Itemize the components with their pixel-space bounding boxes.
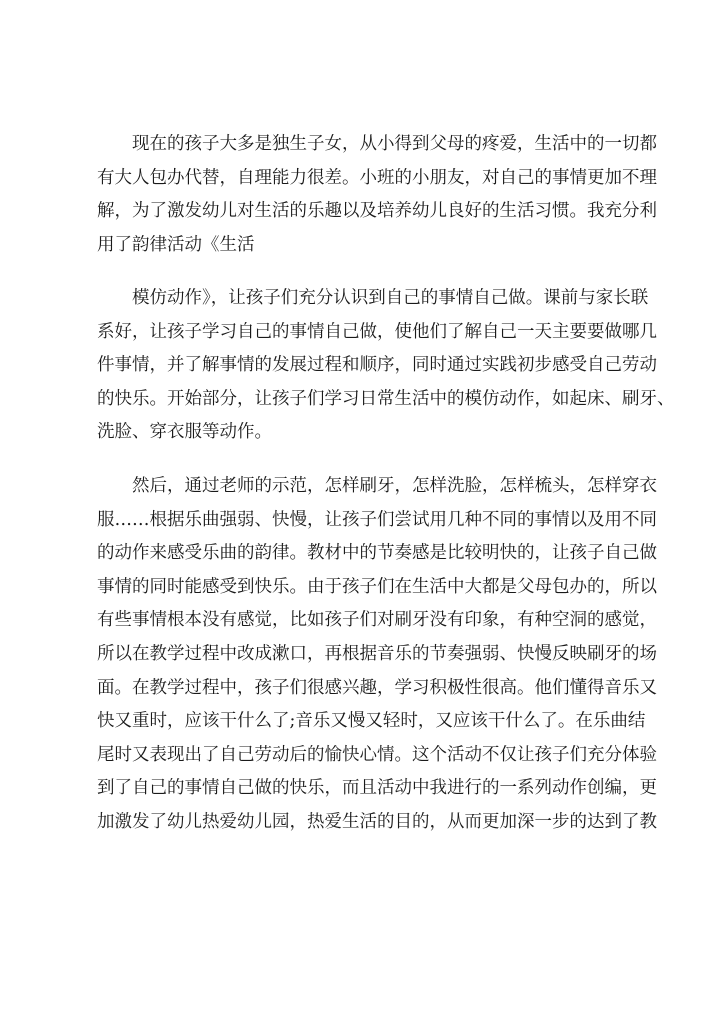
paragraph-line: 面。在教学过程中，孩子们很感兴趣，学习积极性很高。他们懂得音乐又 [97, 677, 657, 698]
paragraph-3 [97, 470, 657, 840]
paragraph-line: 解，为了激发幼儿对生活的乐趣以及培养幼儿良好的生活习惯。我充分利 [97, 201, 657, 222]
paragraph-line: 快又重时，应该干什么了;音乐又慢又轻时，又应该干什么了。在乐曲结 [97, 711, 646, 732]
paragraph-2 [97, 282, 675, 450]
paragraph-line: 现在的孩子大多是独生子女，从小得到父母的疼爱，生活中的一切都 [132, 134, 657, 154]
paragraph-line: 的动作来感受乐曲的韵律。教材中的节奏感是比较明快的，让孩子自己做 [97, 543, 657, 564]
paragraph-line: 尾时又表现出了自己劳动后的愉快心情。这个活动不仅让孩子们充分体验 [97, 744, 657, 765]
paragraph-line: 洗脸、穿衣服等动作。 [97, 422, 272, 443]
paragraph-line: 有大人包办代替，自理能力很差。小班的小朋友，对自己的事情更加不理 [97, 167, 657, 188]
paragraph-line: 的快乐。开始部分，让孩子们学习日常生活中的模仿动作，如起床、刷牙、 [97, 388, 675, 409]
paragraph-line: 加激发了幼儿热爱幼儿园，热爱生活的目的，从而更加深一步的达到了教 [97, 811, 657, 832]
paragraph-line: 事情的同时能感受到快乐。由于孩子们在生活中大都是父母包办的，所以 [97, 576, 657, 597]
paragraph-line: 所以在教学过程中改成漱口，再根据音乐的节奏强弱、快慢反映刷牙的场 [97, 643, 657, 664]
paragraph-line: 服……根据乐曲强弱、快慢，让孩子们尝试用几种不同的事情以及用不同 [97, 509, 657, 530]
paragraph-line: 件事情，并了解事情的发展过程和顺序，同时通过实践初步感受自己劳动 [97, 355, 657, 376]
paragraph-line: 模仿动作》，让孩子们充分认识到自己的事情自己做。课前与家长联 [132, 288, 649, 308]
paragraph-1 [97, 128, 657, 262]
paragraph-line: 然后，通过老师的示范，怎样刷牙，怎样洗脸，怎样梳头，怎样穿衣 [132, 476, 657, 496]
paragraph-line: 用了韵律活动《生活 [97, 234, 255, 255]
paragraph-line: 到了自己的事情自己做的快乐，而且活动中我进行的一系列动作创编，更 [97, 778, 657, 799]
paragraph-line: 系好，让孩子学习自己的事情自己做，使他们了解自己一天主要要做哪几 [97, 321, 657, 342]
paragraph-line: 有些事情根本没有感觉，比如孩子们对刷牙没有印象，有种空洞的感觉， [97, 610, 657, 631]
